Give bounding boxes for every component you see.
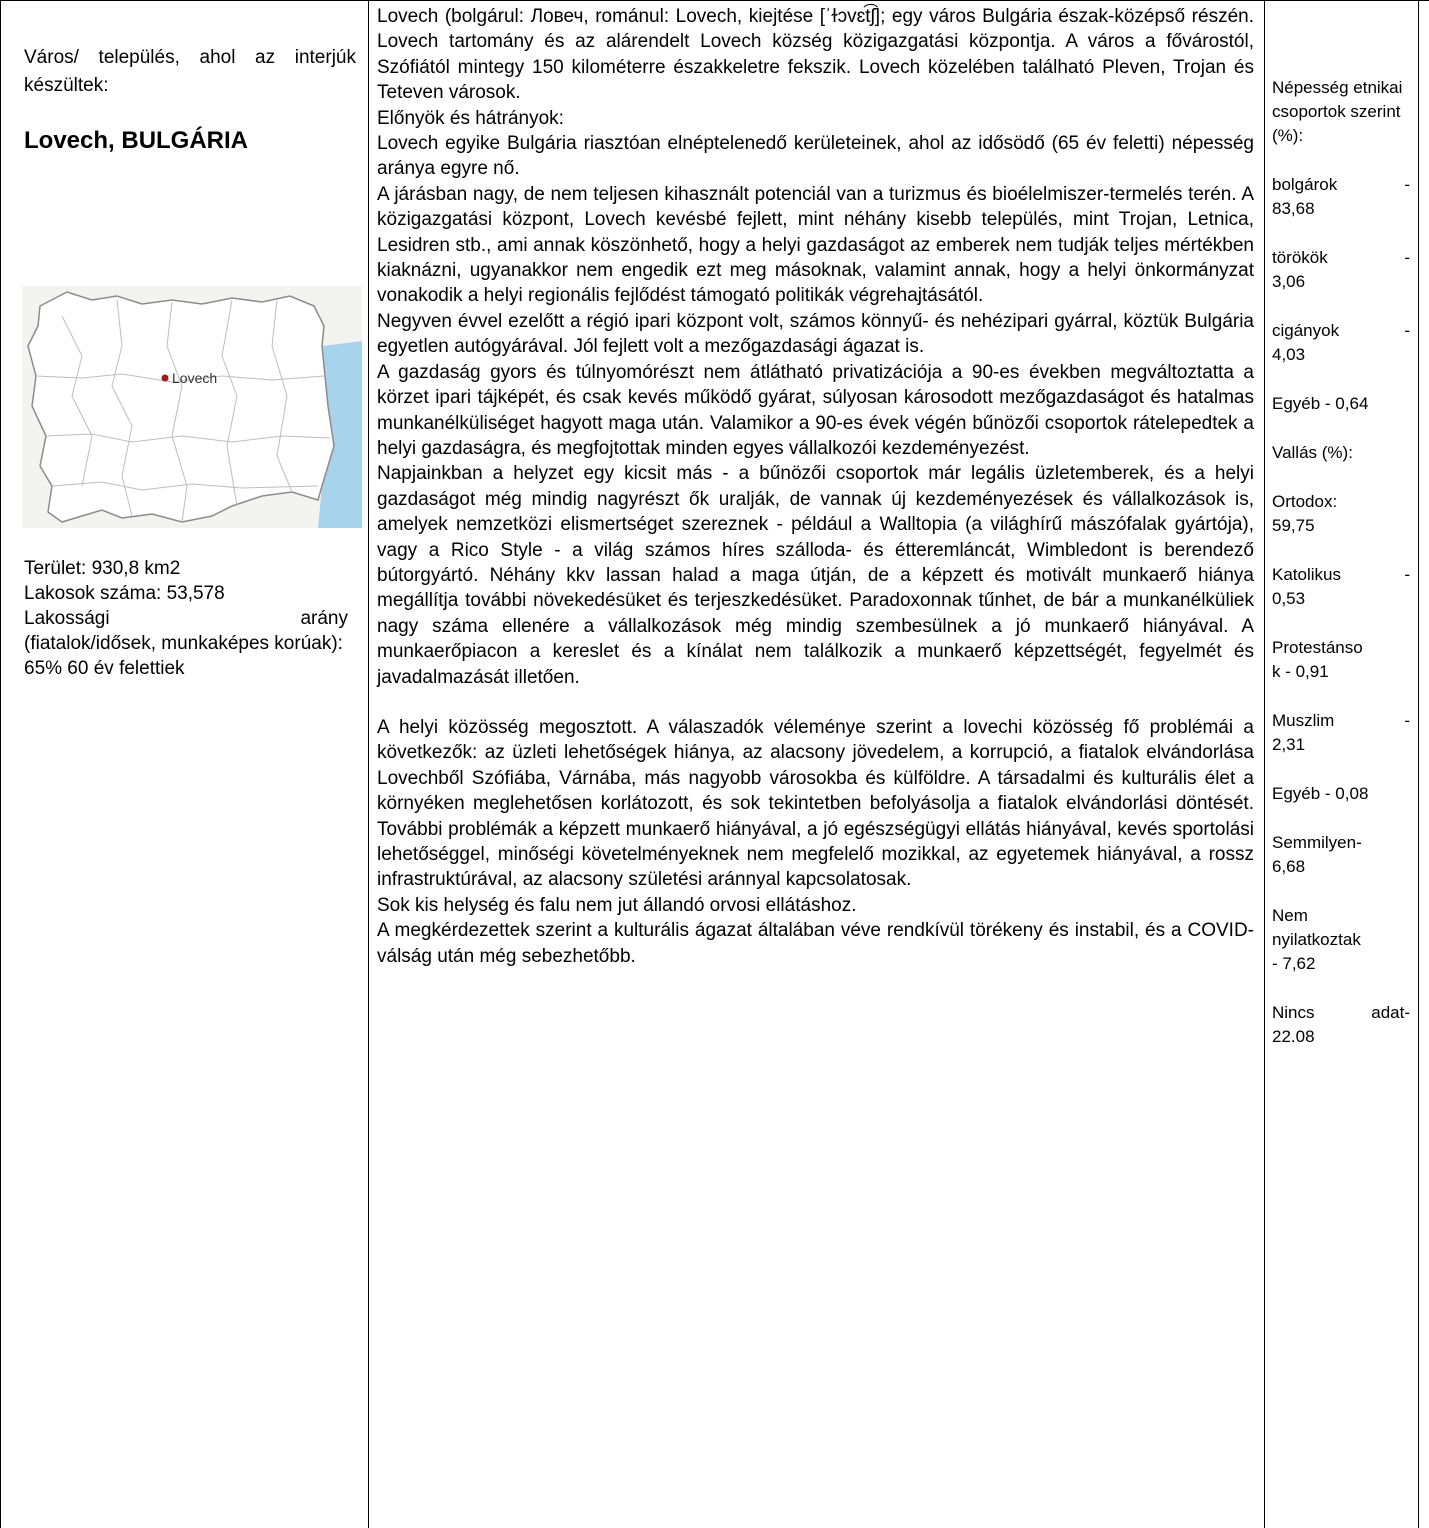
stat-label: bolgárok [1272,175,1338,194]
stat-value: 4,03 [1272,345,1306,364]
religion-title: Vallás (%): [1272,443,1353,462]
stat-label: cigányok [1272,321,1340,340]
stat-religion-other: Egyéb - 0,08 [1272,784,1369,803]
stat-value: - 7,62 [1272,954,1316,973]
stat-muslim [1272,709,1410,757]
lovech-marker [162,375,169,382]
stat-value: 22.08 [1272,1027,1315,1046]
stat-ethnic-other: Egyéb - 0,64 [1272,394,1369,413]
stat-bulgarians [1272,173,1410,221]
stat-protestant [1272,636,1410,684]
demographics-column [1272,76,1410,1074]
column-divider-2 [1264,0,1265,1528]
stat-label: Muszlim [1272,711,1335,730]
stat-dash: - [1404,711,1410,730]
stat-value: k - 0,91 [1272,662,1329,681]
stat-label-cont: nyilatkoztak [1272,930,1361,949]
stat-value: 3,06 [1272,272,1306,291]
stat-catholic [1272,563,1410,611]
stat-label: Katolikus [1272,565,1341,584]
bulgaria-map [22,286,362,528]
city-title: Lovech, BULGÁRIA [24,127,249,154]
stat-dash: - [1404,321,1410,340]
description-column [377,4,1254,969]
stat-label: Nem [1272,906,1308,925]
stat-label: törökök [1272,248,1328,267]
paragraph-spacer [377,690,1254,715]
population-fact: Lakosok száma: 53,578 [24,583,225,604]
stat-value: 0,53 [1272,589,1306,608]
ratio-fact-word-1: Lakossági [24,608,110,629]
stat-value: 2,31 [1272,735,1306,754]
stat-dash: - [1404,175,1410,194]
stat-orthodox [1272,490,1410,538]
paragraph-culture-sector: A megkérdezettek szerint a kulturális ágazat általában véve rendkívül törékeny és instabil, és a COVID-válság után még sebezhetőbb. [377,920,1254,967]
location-lead: Város/ település, ahol az interjúk készültek: [24,47,356,96]
stat-value: 83,68 [1272,199,1315,218]
stat-dash: - [1404,248,1410,267]
paragraph-medical-care: Sok kis helység és falu nem jut állandó orvosi ellátáshoz. [377,894,857,916]
city-facts [24,556,348,681]
location-column [24,44,356,156]
stat-label: Nincs [1272,1003,1315,1022]
pros-cons-heading: Előnyök és hátrányok: [377,107,564,129]
stat-label: Protestánso [1272,638,1363,657]
ethnic-groups-title: Népesség etnikai csoportok szerint (%): [1272,78,1403,145]
map-label: Lovech [172,370,218,386]
table-top-border [0,0,1429,1]
area-fact: Terület: 930,8 km2 [24,558,181,579]
stat-turks [1272,246,1410,294]
stat-label-cont: adat- [1371,1003,1410,1022]
stat-value: 59,75 [1272,516,1315,535]
stat-label: Ortodox: [1272,492,1338,511]
paragraph-potential: A járásban nagy, de nem teljesen kihasznált potenciál van a turizmus és bioélelmiszer-termelés terén. A közigazgatási központ, Lovech kevésbé fejlett, mint néhány kisebb település, mint Trojan, Letnica, Lesidren stb., ami annak köszönhető, hogy a helyi gazdaságot az emberek nem tudják teljes mértékben kiaknázni, ugyanakkor nem engedik ezt meg másoknak, valamint annak, hogy a helyi önkormányzat vonakodik a helyi regionális fejlődést támogató politikák végrehajtásától. [377,183,1254,307]
stat-value: 6,68 [1272,857,1306,876]
intro-paragraph: Lovech (bolgárul: Ловеч, románul: Lovech, kiejtése [ˈɫɔvɛt͡ʃ]; egy város Bulgária észak-középső részén. Lovech tartomány és az alárendelt Lovech község közigazgatási központja. A város a fővárostól, Szófiától mintegy 150 kilométerre északkeletre fekszik. Lovech közelében található Pleven, Trojan és Teteven városok. [377,6,1254,104]
paragraph-industry-history: Negyven évvel ezelőtt a régió ipari központ volt, számos könnyű- és nehézipari gyárral, köztük Bulgária egyetlen autógyárával. Jól fejlett volt a mezőgazdasági ágazat is. [377,310,1254,358]
table-right-border [1418,0,1419,1528]
paragraph-present-day: Napjainkban a helyzet egy kicsit más - a bűnözői csoportok már legális üzletemberek, és a helyi gazdaságot még mindig nagyrészt ők uralják, de vannak új kezdeményezések és vállalkozások is, amelyek nemzetközi elismertséget szereznek - például a Walltopia (a világhírű mászófalak gyártója), vagy a Rico Style - a világ számos híres szálloda- és étteremláncát, Wimbledont is berendező bútorgyártó. Néhány kkv lassan halad a maga útján, de a képzett és motivált munkaerő hiánya megállítja további növekedésüket és terjeszkedésüket. Paradoxonnak tűnhet, de bár a munkanélküliek nagy száma ellenére a vállalkozások még mindig szembesülnek a jó munkaerő hiányával. A munkaerőpiacon a kereslet és a kínálat nem találkozik a munkaerő képzettségét, fegyelmét és javadalmazását illetően. [377,463,1254,688]
ratio-fact-line [24,606,348,631]
table-left-border [0,0,1,1528]
stat-no-data [1272,1001,1410,1049]
paragraph-privatization: A gazdaság gyors és túlnyomórészt nem átlátható privatizációja a 90-es években megváltoztatta a körzet ipari tájképét, és csak kevés működő gyárat, súlyosan károsodott mezőgazdaságot és hatalmas munkanélküliséget hagyott maga után. Valamikor a 90-es évek végén bűnözői csoportok rátelepedtek a helyi gazdaságra, és megfojtottak minden egyes vállalkozói kezdeményezést. [377,361,1254,459]
stat-none [1272,831,1410,879]
stat-label: Semmilyen- [1272,833,1362,852]
bulgaria-map-svg [22,286,362,528]
column-divider-1 [368,0,369,1528]
paragraph-community-problems: A helyi közösség megosztott. A válaszadók véleménye szerint a lovechi közösség fő problémái a következők: az üzleti lehetőségek hiánya, az alacsony jövedelem, a korrupció, a fiatalok elvándorlása Lovechből Szófiába, Várnába, más nagyobb városokba és külföldre. A társadalmi és kulturális élet a környéken meglehetősen korlátozott, és sok tekintetben befolyásolja a fiatalok elvándorlási döntését. További problémák a képzett munkaerő hiányával, a jó egészségügyi ellátás hiányával, kevés sportolási lehetőséggel, minőségi követelményeknek nem megfelelő mozikkal, az egyetemek hiányával, a rossz infrastruktúrával, az alacsony születési aránnyal kapcsolatosak. [377,716,1254,891]
stat-dash: - [1404,565,1410,584]
stat-undeclared [1272,904,1410,976]
stat-roma [1272,319,1410,367]
ratio-fact-detail: (fiatalok/idősek, munkaképes korúak): 65% 60 év felettiek [24,633,343,679]
ratio-fact-word-2: arány [300,608,348,629]
paragraph-depopulation: Lovech egyike Bulgária riasztóan elnéptelenedő kerületeinek, ahol az idősödő (65 év feletti) népesség aránya egyre nő. [377,133,1254,180]
